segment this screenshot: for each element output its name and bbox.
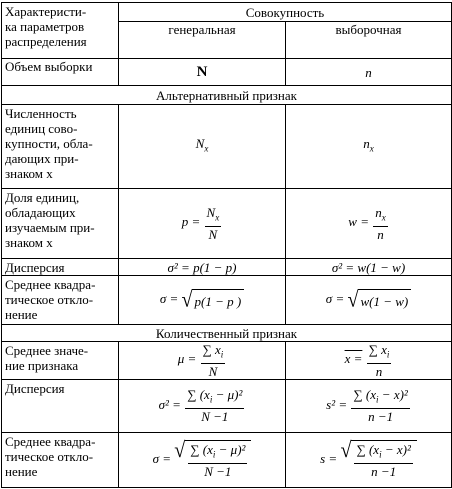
table-row [2,59,452,86]
label-line: Доля единиц, [5,190,80,205]
general-mean-formula: μ = $\frac{\sum x_i}{N}$ [119,342,286,380]
table-row [2,379,452,432]
corner-line: ка параметров [5,19,85,34]
table-row [2,342,452,380]
label-line: нение [5,463,38,479]
row-label [2,342,119,380]
general-count [119,105,286,189]
corner-line: распределения [5,34,87,49]
corner-header [2,3,119,59]
row-label: Дисперсия [2,259,119,276]
label-line: купности, обла- [5,136,93,151]
sample-column-header: выборочная [286,22,452,59]
sample-quant-std-formula: s = √ $\frac{\sum (x_i - x)^2}{n -1}$ [286,432,452,487]
label-line: Численность [5,106,77,121]
label-line: знаком х [5,166,53,181]
row-label: Объем выборки [2,59,119,86]
label-line: единиц сово- [5,121,78,136]
corner-line: Характеристи- [5,4,87,19]
table-row [2,105,452,189]
row-label [2,432,119,487]
sample-count [286,105,452,189]
subscript: x [369,143,374,154]
general-volume: N [119,59,286,86]
table-row [2,189,452,259]
population-group-header: Совокупность [119,3,452,22]
label-line: изучаемым при- [5,220,95,235]
subscript: x [204,143,209,154]
label-line: тическое откло- [5,292,94,307]
general-column-header: генеральная [119,22,286,59]
section-quantitative: Количественный признак [2,325,452,342]
row-label: Дисперсия [2,379,119,432]
label-line: Среднее квадра- [5,277,96,292]
general-quant-variance-formula: σ² = $\frac{\sum (x_i - \mu)^2}{N -1}$ [119,379,286,432]
general-share-formula: p = $\frac{N_x}{N}$ [119,189,286,259]
symbol: n [363,136,370,152]
section-alternative: Альтернативный признак [2,86,452,105]
label-line: ние признака [5,358,79,373]
sample-variance-formula: σ² = w(1 − w) [286,259,452,276]
general-variance-formula: σ² = p(1 − p) [119,259,286,276]
table-row [2,276,452,325]
sample-volume: n [286,59,452,86]
general-std-formula: σ = √ p(1 − p ) [119,276,286,325]
symbol: N [195,136,205,152]
formula-lhs: p = [181,214,201,230]
label-line: нение [5,307,38,322]
label-line: тическое откло- [5,448,94,464]
sample-mean-formula: x = $\frac{\sum x_i}{n}$ [286,342,452,380]
distribution-parameters-table [1,2,452,488]
sample-std-formula: σ = √ w(1 − w) [286,276,452,325]
label-line: Среднее значе- [5,343,89,358]
formula-lhs: w = [348,214,369,230]
general-quant-std-formula: σ = √ $\frac{\sum (x_i - \mu)^2}{N -1}$ [119,432,286,487]
sample-share-formula: w = $\frac{n_x}{n}$ [286,189,452,259]
label-line: Среднее квадра- [5,433,96,449]
row-label [2,276,119,325]
label-line: обладающих [5,205,76,220]
table-row [2,259,452,276]
row-label [2,105,119,189]
label-line: знаком x [5,235,53,250]
row-label [2,189,119,259]
label-line: дающих при- [5,151,79,166]
table-row [2,432,452,487]
sample-quant-variance-formula: s² = $\frac{\sum (x_i - x)^2}{n -1}$ [286,379,452,432]
